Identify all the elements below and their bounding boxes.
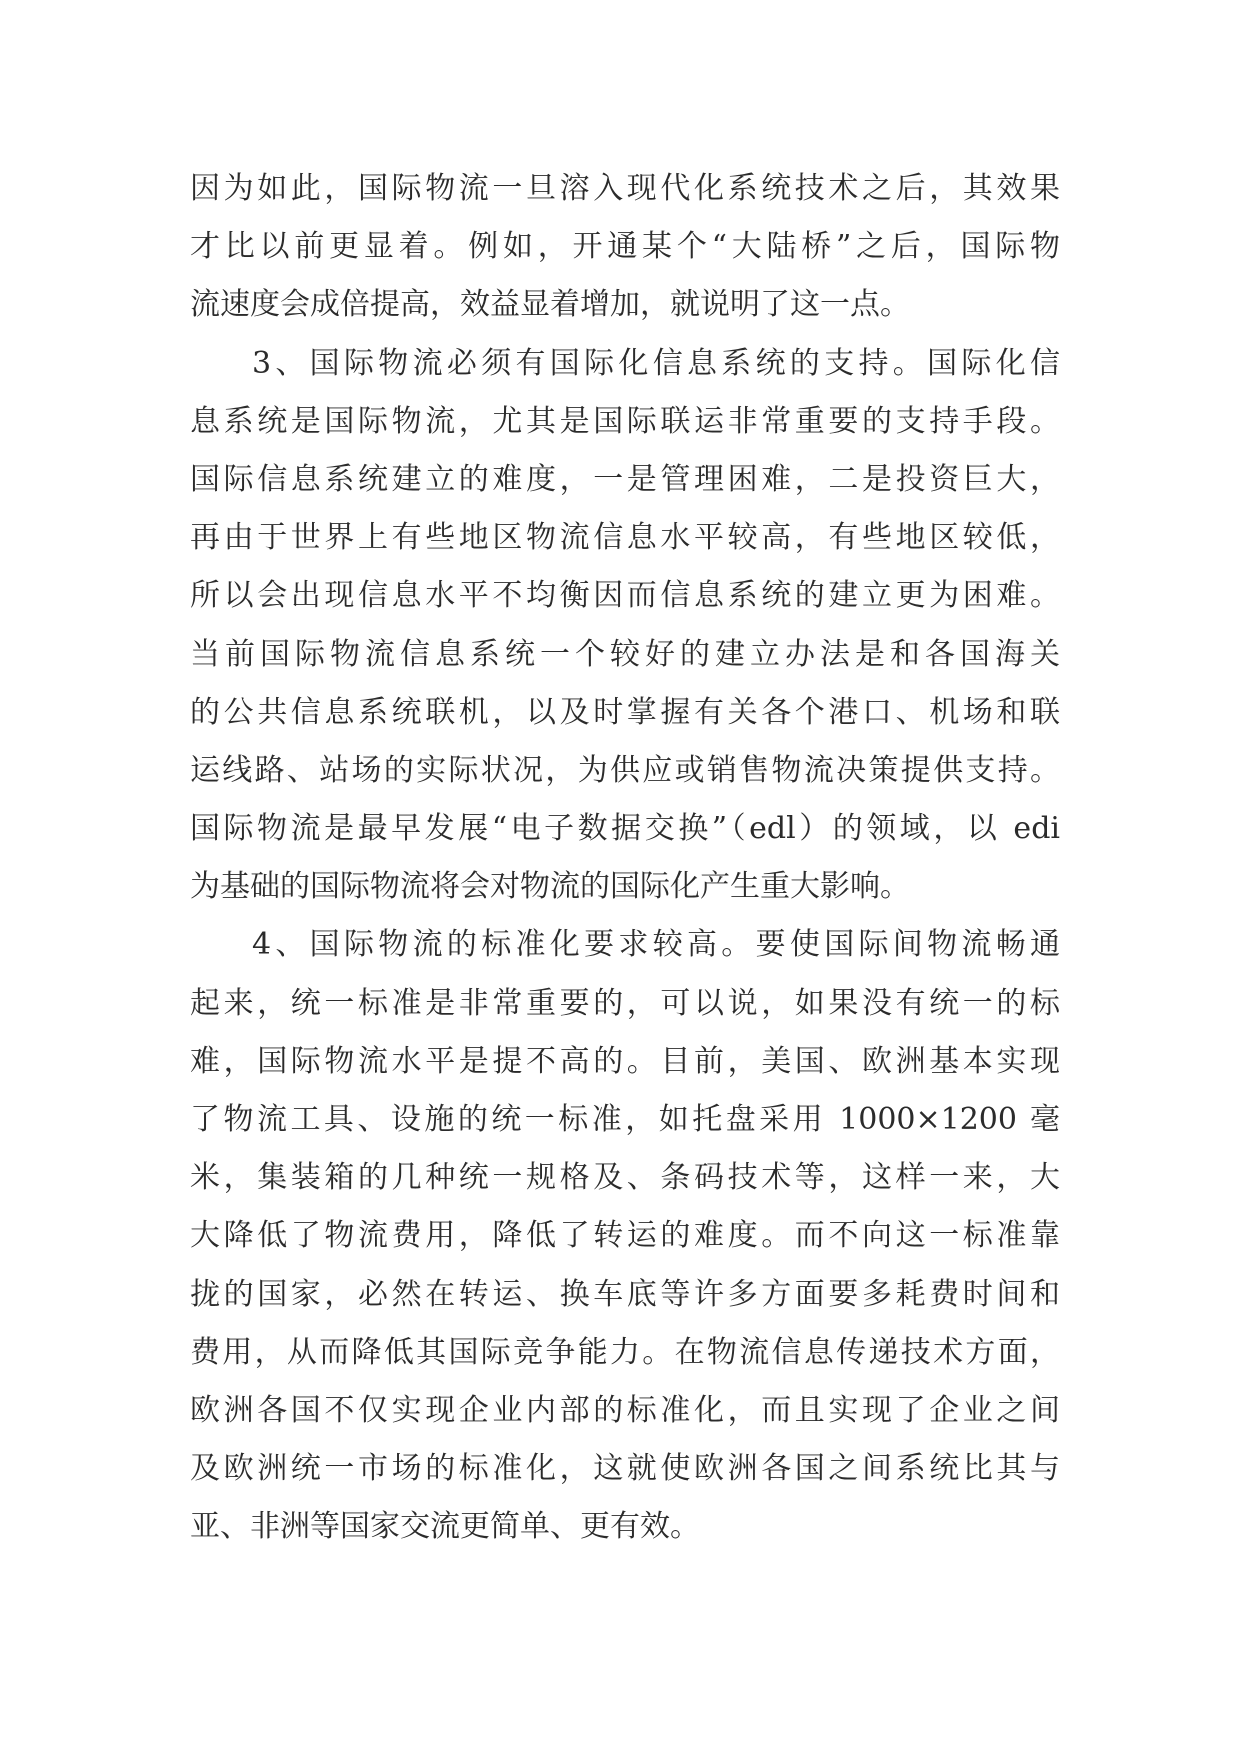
text-line: 当前国际物流信息系统一个较好的建立办法是和各国海关 bbox=[190, 636, 1060, 672]
text-line: 了物流工具、设施的统一标准，如托盘采用 1000×1200 毫 bbox=[190, 1102, 1060, 1137]
text-line: 的公共信息系统联机，以及时掌握有关各个港口、机场和联 bbox=[190, 694, 1060, 730]
text-line: 起来，统一标准是非常重要的，可以说，如果没有统一的标 bbox=[190, 985, 1060, 1021]
text-line: 欧洲各国不仅实现企业内部的标准化，而且实现了企业之间 bbox=[190, 1392, 1060, 1428]
text-line: 国际信息系统建立的难度，一是管理困难，二是投资巨大， bbox=[190, 461, 1060, 497]
text-line: 国际物流是最早发展“电子数据交换”（edl）的领域，以 edi bbox=[190, 811, 1060, 847]
text-line: 难，国际物流水平是提不高的。目前，美国、欧洲基本实现 bbox=[190, 1043, 1060, 1079]
text-line: 运线路、站场的实际状况，为供应或销售物流决策提供支持。 bbox=[190, 752, 1060, 788]
text-line: 4、国际物流的标准化要求较高。要使国际间物流畅通 bbox=[252, 927, 1060, 963]
text-line: 因为如此，国际物流一旦溶入现代化系统技术之后，其效果 bbox=[190, 171, 1060, 206]
text-line: 才比以前更显着。例如，开通某个“大陆桥”之后，国际物 bbox=[190, 229, 1060, 265]
text-line: 流速度会成倍提高，效益显着增加，就说明了这一点。 bbox=[190, 287, 910, 323]
text-line: 拢的国家，必然在转运、换车底等许多方面要多耗费时间和 bbox=[190, 1276, 1060, 1312]
text-line: 3、国际物流必须有国际化信息系统的支持。国际化信 bbox=[252, 345, 1060, 381]
text-line: 息系统是国际物流，尤其是国际联运非常重要的支持手段。 bbox=[190, 403, 1060, 439]
text-line: 及欧洲统一市场的标准化，这就使欧洲各国之间系统比其与 bbox=[190, 1451, 1060, 1487]
text-line: 大降低了物流费用，降低了转运的难度。而不向这一标准靠 bbox=[190, 1218, 1060, 1254]
text-line: 为基础的国际物流将会对物流的国际化产生重大影响。 bbox=[190, 869, 910, 905]
text-line: 亚、非洲等国家交流更简单、更有效。 bbox=[190, 1509, 700, 1545]
text-line: 米，集装箱的几种统一规格及、条码技术等，这样一来，大 bbox=[190, 1160, 1060, 1196]
text-line: 所以会出现信息水平不均衡因而信息系统的建立更为困难。 bbox=[190, 578, 1060, 614]
body-text bbox=[190, 160, 1060, 1557]
text-line: 费用，从而降低其国际竞争能力。在物流信息传递技术方面， bbox=[190, 1334, 1060, 1370]
text-line: 再由于世界上有些地区物流信息水平较高，有些地区较低， bbox=[190, 520, 1060, 556]
